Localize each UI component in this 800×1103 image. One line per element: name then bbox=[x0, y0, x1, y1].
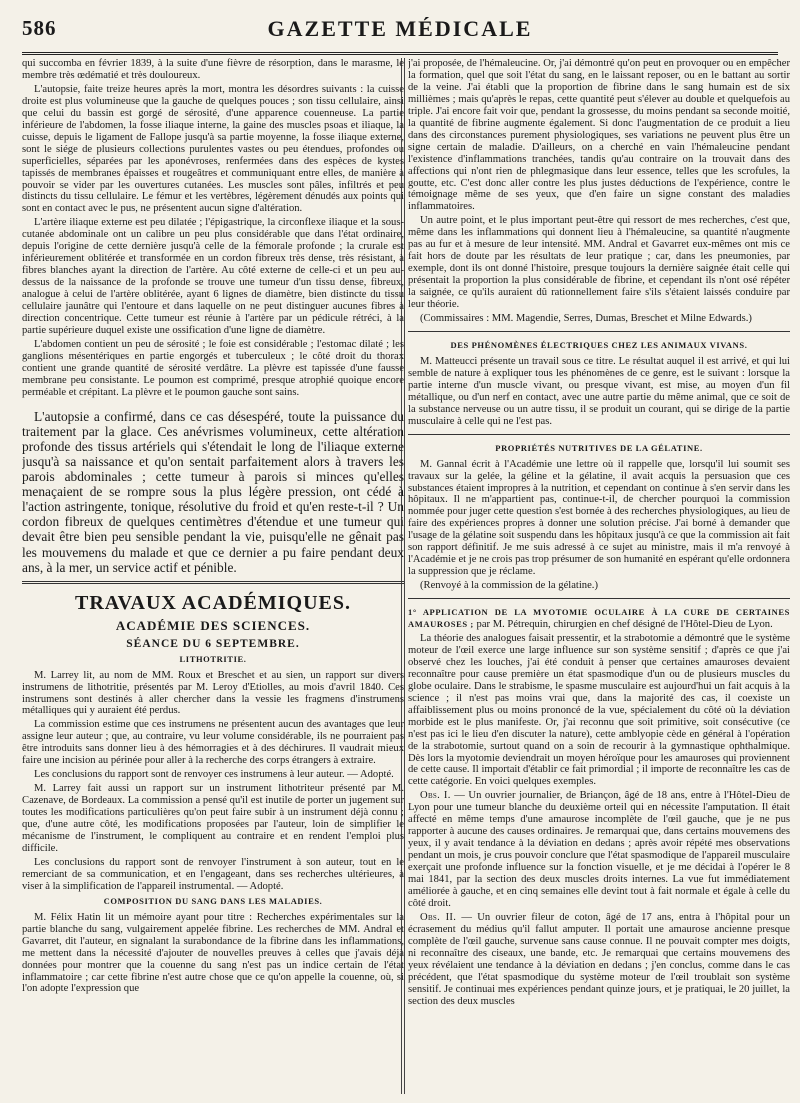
article-heading-rest: par M. Pétrequin, chirurgien en chef désigné de l'Hôtel-Dieu de Lyon. bbox=[476, 619, 773, 631]
section-divider bbox=[408, 331, 790, 332]
paragraph: L'autopsie a confirmé, dans ce cas désespéré, toute la puissance du traitement par la glace. Ces anévrismes volumineux, cette altération profonde des tissus artériels qui s'étendait le long de l'iliaque externe jusqu'à sa naissance et qu'on sentait parfaitement alors à travers les parois abdominales ; cette tumeur à parois si minces qu'elles menaçaient de se rompre sous la plus légère pression, ont cédé à l'action astringente, tonique, résolutive du froid et qu'en reste-t-il ? Un cordon fibreux de quelques centimètres d'étendue et une tumeur qui devait être bien peu sensible pendant la vie, puisqu'elle ne gênait pas les mouvemens du malade et que ce dernier a pu faire pendant deux ans, à la mer, un service actif et pénible. bbox=[22, 408, 404, 575]
page-number: 586 bbox=[22, 16, 57, 40]
commissioners-note: (Commissaires : MM. Magendie, Serres, Dumas, Breschet et Milne Edwards.) bbox=[420, 313, 752, 325]
seance-heading: SÉANCE DU 6 SEPTEMBRE. bbox=[126, 637, 300, 650]
observation-label: Obs. II. bbox=[420, 911, 457, 923]
academy-heading: ACADÉMIE DES SCIENCES. bbox=[115, 617, 311, 633]
observation bbox=[408, 912, 790, 1008]
page-header bbox=[22, 14, 778, 50]
observation-text: — Un ouvrier fileur de coton, âgé de 17 ans, entra à l'hôpital pour un écrasement du médius qu'il fallut amputer. Il portait une amaurose ancienne presque complète de l'œil gauche, survenue sans cause connue. Il ne pouvait compter mes doigts, ni reconnaître des ciseaux, une bande, etc. Je remarquai que certains mouvemens des yeux révélaient une tendance à la déviation en dedans ; j'en conclus, comme dans le cas précédent, que l'état spasmodique du système moteur de l'œil troublait son système sensitif. Je continuai mes expériences pendant quinze jours, et je pratiquai, le 20 juillet, la section des deux muscles bbox=[408, 911, 790, 1007]
observation bbox=[408, 790, 790, 910]
section-divider bbox=[22, 581, 404, 584]
paragraph: L'abdomen contient un peu de sérosité ; le foie est considérable ; l'estomac dilaté ; les ganglions mésentériques en partie engorgés et tuberculeux ; le côté droit du thorax contient une grande quantité de sérosité verdâtre. La plèvre est tapissée d'une fausse membrane peu consistante. Le poumon est comprimé, presque atrophié quoique encore perméable et crépitant. La plèvre et le poumon gauche sont sains. bbox=[22, 338, 404, 398]
observation-text: — Un ouvrier journalier, de Briançon, âgé de 18 ans, entre à l'Hôtel-Dieu de Lyon pour une tumeur blanche du deuxième orteil qui en nécessite l'amputation. Il était affecté en même temps d'une amaurose incomplète de l'œil gauche, que je ne pus rapporter à aucune des causes ordinaires. Je remarquai que, dans certains mouvemens des yeux, il y avait tendance à la déviation en dedans ; après avoir répété mes observations pendant un mois, je crus pouvoir conclure que l'état spasmodique de l'appareil musculaire exerçait une profonde influence sur la fonction visuelle, et je me décidai à l'opérer le 8 mai 1841, par la section des deux muscles droits internes. La vue fut immédiatement améliorée à gauche, et en cinq semaines elle devint tout à fait normale et égale à celle du côté droit. bbox=[408, 790, 790, 909]
article-heading bbox=[408, 607, 790, 631]
paragraph: La théorie des analogues faisait pressentir, et la strabotomie a démontré que le système moteur de l'œil exerce une large influence sur son système sensitif ; d'après ce que j'ai observé chez les louches, j'ai été conduit à penser que certaines amauroses devaient reconnaître pour cause première un état spasmodique d'un ou de plusieurs muscles du globe oculaire. Dans le strabisme, le spasme musculaire est aujourd'hui un fait acquis à la science ; il n'est pas moins vrai que, dans la majorité des cas, il coexiste un affaiblissement plus ou moins prononcé de la vue, spécialement du côté où la déviation morbide est le plus manifeste. Or, j'ai reconnu que soit primitive, soit consécutive (ce n'est pas ici le lieu d'en discuter la nature), cette amblyopie cède en général à l'opération de la strabotomie, surtout quand on a soin de recourir à la gymnastique ophthalmique. Dès lors la myotomie deviendrait un moyen héroïque pour les amauroses qui proviennent de cette cause. Il importait d'établir ce fait primordial ; il importe de reconnaître les cas de cette catégorie. En voici quelques exemples. bbox=[408, 632, 790, 788]
paragraph: M. Gannal écrit à l'Académie une lettre où il rappelle que, lorsqu'il lui soumit ses travaux sur la gelée, la géline et la gélatine, il avait acquis la persuasion que ces substances étaient impropres à la nutrition, et cependant on continue à s'en servir dans les hôpitaux. Il ne m'appartient pas, continue-t-il, de chercher pourquoi la commission nommée pour juger cette question s'est bornée à des recherches physiologiques, au lieu de faire des expériences propres à donner une solution précise. J'ai borné à demander que l'usage de la gélatine soit suspendu dans les hôpitaux jusqu'à ce que la commission ait fait son rapport définitif. Je me suis adressé à ce sujet au ministre, mais il m'a renvoyé à l'Académie et je ne crois pas trop présumer de son humanité en espérant qu'elle ordonnera la suppression que je réclame. bbox=[408, 458, 790, 578]
subsection-heading: DES PHÉNOMÈNES ÉLECTRIQUES CHEZ LES ANIMAUX VIVANS. bbox=[450, 339, 748, 350]
paragraph: L'autopsie, faite treize heures après la mort, montra les désordres suivants : la cuisse droite est plus volumineuse que la gauche de quelques pouces ; son tissu cellulaire, ainsi que celui du bassin est gorgé de sérosité, d'une apparence couenneuse. La partie inférieure de l'abdomen, la fosse iliaque interne, la gaine des muscles psoas et iliaque, la cuisse, depuis le ligament de Fallope jusqu'à sa partie moyenne, la fosse iliaque externe, sont le siége de plusieurs collections purulentes vastes ou peu étendues, profondes ou superficielles, séparées par les aponévroses, renfermées dans des espèces de kystes tapissés de membranes épaisses et rougeâtres et communiquant entre elles, de manière à pouvoir se vider par les ouvertures cutanées. Les muscles sont pâles, infiltrés et peu distincts du tissu cellulaire. Le fémur et les vertèbres, légèrement dénudés aux points qui sont en contact avec le pus, ne présentent aucun signe d'altération. bbox=[22, 83, 404, 215]
header-rule bbox=[22, 52, 778, 55]
observation-label: Obs. I. bbox=[420, 790, 451, 802]
journal-title: GAZETTE MÉDICALE bbox=[267, 16, 533, 41]
subsection-heading: COMPOSITION DU SANG DANS LES MALADIES. bbox=[103, 895, 323, 906]
paragraph: L'artère iliaque externe est peu dilatée ; l'épigastrique, la circonflexe iliaque et la sous-cutanée abdominale ont un calibre un peu plus considérable que dans l'état ordinaire, depuis l'origine de cette dernière jusqu'à celle de la fémorale profonde ; la crurale est inférieurement oblitérée et transformée en un cordon fibreux très dense, très résistant, à fibres blanches ayant la direction de l'artère. Au côté externe de celle-ci et un peu au-dessus de la naissance de la profonde se trouve une tumeur d'un tissu dense, fibreux, analogue à celui de l'artère oblitérée, ayant 6 lignes de diamètre, bien distincte du tissu cellulaire jaunâtre qui l'entoure et dans laquelle on ne peut distinguer aucunes fibres à direction concentrique. Cette tumeur est réunie à l'artère par un pédicule rétréci, à la partie supérieure duquel existe une ossification d'une ligne de diamètre. bbox=[22, 217, 404, 336]
paragraph: j'ai proposée, de l'hémaleucine. Or, j'ai démontré qu'on peut en provoquer ou en empêcher la formation, quel que soit l'état du sang, en le laissant reposer, ou en le battant au sortir de la veine. J'ai établi que la proportion de fibrine dans le sang humain est de six millièmes ; mais qu'après le repas, cette quantité peut s'élever au double et quelquefois au triple. J'ai encore fait voir que, pendant la grossesse, du moins pendant sa seconde moitié, la quantité de fibrine augmente également. Si donc l'augmentation de ce produit a lieu dans des circonstances purement physiologiques, ses variations ne peuvent plus être un signe certain de maladie. D'ailleurs, on a cherché en vain l'hémaleucine pendant l'existence d'inflammations tranchées, tandis qu'au contraire on la trouvait dans des affections qui n'ont rien de phlegmasique dans leur essence, telles que les scrofules, la goutte, etc. C'est donc aller contre les plus justes déductions de l'expérience, contre le témoignage même de ses yeux, que d'en faire un signe constant des maladies inflammatoires. bbox=[408, 58, 790, 213]
paragraph: M. Matteucci présente un travail sous ce titre. Le résultat auquel il est arrivé, et qui lui semble de nature à expliquer tous les phénomènes de ce genre, est le suivant : lorsque la partie interne d'un muscle vivant, ou presque vivant, est mise, au moyen d'un fil métallique, ou d'un nerf en contact, avec une autre partie du même animal, que ce soit de la substance nerveuse ou un autre tissu, il se produit un courant, qui se dirige de la partie musculaire à celle qui ne l'est pas. bbox=[408, 355, 790, 427]
paragraph: Les conclusions du rapport sont de renvoyer ces instrumens à leur auteur. — Adopté. bbox=[34, 769, 394, 781]
paragraph: Un autre point, et le plus important peut-être qui ressort de mes recherches, c'est que, même dans les inflammations qui donnent lieu à l'hémaleucine, sa quantité n'augmente pas au fur et à mesure de leur intensité. MM. Andral et Gavarret eux-mêmes ont mis ce fait hors de doute par les résultats de leur pratique ; car, dans les pneumonies, par exemple, dont ils ont donné l'histoire, presque toujours la dernière saignée était celle qui présentait la proportion la plus considérable de fibrine, et cependant ils n'ont osé répéter la saignée, ce qu'ils auraient dû rationnellement faire s'ils s'étaient laissés conduire par leur théorie. bbox=[408, 215, 790, 311]
section-divider bbox=[408, 598, 790, 599]
paragraph: M. Larrey lit, au nom de MM. Roux et Breschet et au sien, un rapport sur divers instrumens de lithotritie, présentés par M. Leroy d'Etiolles, au mois d'avril 1840. Ces instrumens sont destinés à aller chercher dans la vessie les fragmens d'instrumens métalliques qui y auraient été perdus. bbox=[22, 669, 404, 717]
left-column bbox=[22, 58, 404, 1096]
paragraph: qui succomba en février 1839, à la suite d'une fièvre de résorption, dans le marasme, le membre très œdématié et très douloureux. bbox=[22, 58, 404, 81]
subsection-heading: LITHOTRITIE. bbox=[179, 653, 247, 664]
subsection-heading: PROPRIÉTÉS NUTRITIVES DE LA GÉLATINE. bbox=[495, 442, 703, 453]
section-divider bbox=[408, 434, 790, 435]
referral-note: (Renvoyé à la commission de la gélatine.) bbox=[420, 580, 598, 592]
paragraph: La commission estime que ces instrumens ne présentent aucun des avantages que leur assigne leur auteur ; que, au contraire, vu leur volume considérable, ils ne pourraient pas être introduits sans donner lieu à des hémorragies et à des déchirures. Il vaudrait mieux faire une incision au périnée pour aller à la recherche des corps étrangers à extraire. bbox=[22, 719, 404, 767]
paragraph: Les conclusions du rapport sont de renvoyer l'instrument à son auteur, tout en le remerciant de sa communication, et en l'engageant, dans ses recherches ultérieures, à viser à la simplification de l'appareil instrumental. — Adopté. bbox=[22, 856, 404, 892]
section-title: TRAVAUX ACADÉMIQUES. bbox=[75, 591, 351, 614]
paragraph: M. Félix Hatin lit un mémoire ayant pour titre : Recherches expérimentales sur la partie blanche du sang, vulgairement appelée fibrine. Les recherches de MM. Andral et Gavarret, dit l'auteur, en signalant la surabondance de la fibrine dans les inflammations, me mettent dans la nécessité d'ajouter de nouvelles preuves à celles que j'avais déjà données pour montrer que la couenne du sang n'est pas un indice certain de l'état inflammatoire ; car cette fibrine n'est autre chose que ce qu'on appelle la couenne, où, si l'on adopte l'expression que bbox=[22, 911, 404, 995]
article-heading-lead: 1° APPLICATION DE LA MYOTOMIE OCULAIRE À LA CURE DE CERTAINES AMAUROSES ; bbox=[408, 607, 790, 630]
column-divider-2 bbox=[404, 58, 405, 1094]
right-column bbox=[408, 58, 790, 1096]
paragraph: M. Larrey fait aussi un rapport sur un instrument lithotriteur présenté par M. Cazenave, de Bordeaux. La commission a pensé qu'il est inutile de porter un jugement sur toutes les modifications particulières qu'on peut faire subir à un instrument déjà connu ; que, d'une autre côté, les modifications proposées par l'auteur, loin de simplifier le mécanisme de l'instrument, le compliquent au contraire et en rendent l'emploi plus difficile. bbox=[22, 783, 404, 854]
